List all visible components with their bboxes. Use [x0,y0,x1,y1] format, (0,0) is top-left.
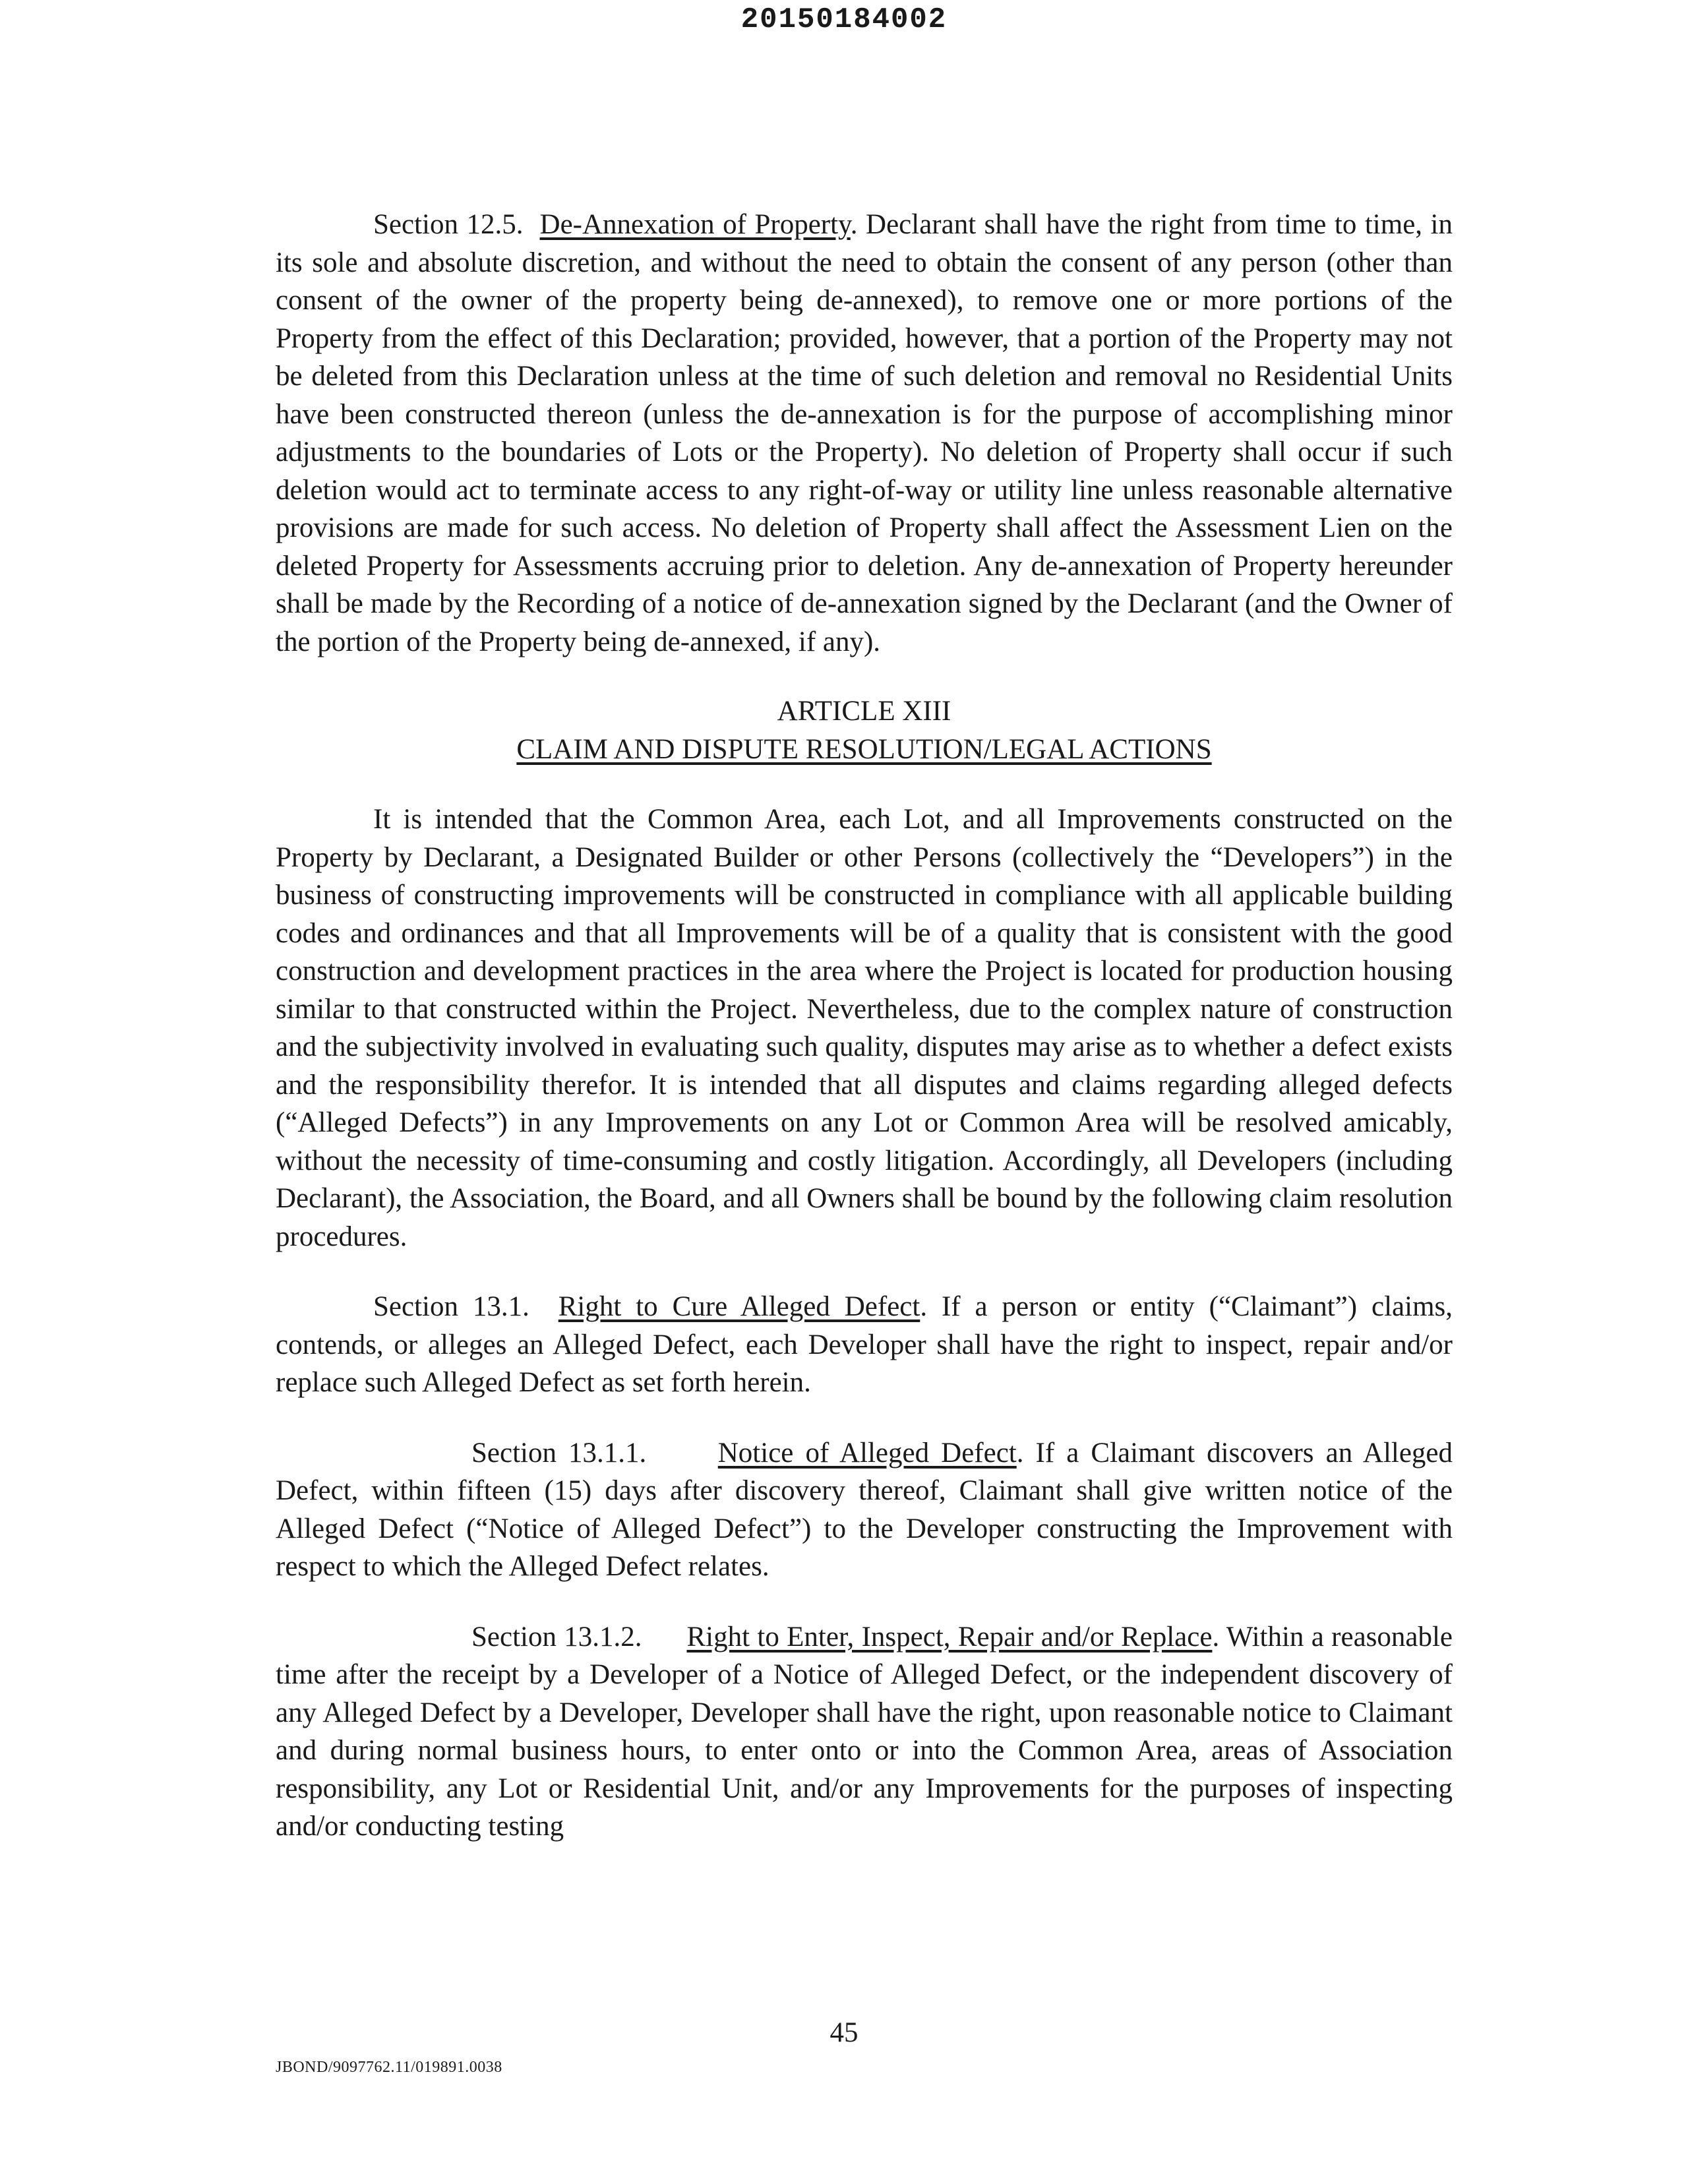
section-12-5-label: Section 12.5. [373,209,524,240]
section-13-1-1-title: Notice of Alleged Defect [717,1437,1017,1469]
article-title-text: CLAIM AND DISPUTE RESOLUTION/LEGAL ACTIONS [516,733,1212,765]
page-body [276,206,1453,1846]
section-13-1-title: Right to Cure Alleged Defect [558,1291,920,1322]
section-13-1-2-paragraph [276,1618,1453,1846]
section-13-1-label: Section 13.1. [373,1291,529,1322]
section-13-1-2-body: . Within a reasonable time after the receipt by a Developer of a Notice of Alleged Defect, or the independent discovery of any Alleged Defect by a Developer, Developer shall have the right, upon reasonable notice to Claimant and during normal business hours, to enter onto or into the Common Area, areas of Association responsibility, any Lot or Residential Unit, and/or any Improvements for the purposes of inspecting and/or conducting testing [276,1621,1453,1842]
article-title [276,731,1453,769]
section-13-1-1-body: . If a Claimant discovers an Alleged Defect, within fifteen (15) days after discovery thereof, Claimant shall give written notice of the Alleged Defect (“Notice of Alleged Defect”) to the Developer constructing the Improvement with respect to which the Alleged Defect relates. [276,1437,1453,1582]
section-13-1-1-paragraph [276,1434,1453,1586]
section-13-1-body: . If a person or entity (“Claimant”) claims, contends, or alleges an Alleged Defect, each Developer shall have the right to inspect, repair and/or replace such Alleged Defect as set forth herein. [276,1291,1453,1398]
section-12-5-title: De-Annexation of Property [539,209,851,240]
section-12-5-body: . Declarant shall have the right from time to time, in its sole and absolute discretion, and without the need to obtain the consent of any person (other than consent of the owner of the property being de-annexed), to remove one or more portions of the Property from the effect of this Declaration; provided, however, that a portion of the Property may not be deleted from this Declaration unless at the time of such deletion and removal no Residential Units have been constructed thereon (unless the de-annexation is for the purpose of accomplishing minor adjustments to the boundaries of Lots or the Property). No deletion of Property shall occur if such deletion would act to terminate access to any right-of-way or utility line unless reasonable alternative provisions are made for such access. No deletion of Property shall affect the Assessment Lien on the deleted Property for Assessments accruing prior to deletion. Any de-annexation of Property hereunder shall be made by the Recording of a notice of de-annexation signed by the Declarant (and the Owner of the portion of the Property being de-annexed, if any). [276,209,1453,657]
document-number: 20150184002 [740,3,948,36]
page-number: 45 [829,2017,859,2048]
section-13-1-2-label: Section 13.1.2. [471,1621,642,1653]
document-reference: JBOND/9097762.11/019891.0038 [276,2059,502,2076]
section-13-1-paragraph [276,1288,1453,1402]
section-13-1-1-label: Section 13.1.1. [471,1437,647,1469]
article-intro-paragraph: It is intended that the Common Area, each Lot, and all Improvements constructed on the Property by Declarant, a Designated Builder or other Persons (collectively the “Developers”) in the business of constructing improvements will be constructed in compliance with all applicable building codes and ordinances and that all Improvements will be of a quality that is consistent with the good construction and development practices in the area where the Project is located for production housing similar to that constructed within the Project. Nevertheless, due to the complex nature of construction and the subjectivity involved in evaluating such quality, disputes may arise as to whether a defect exists and the responsibility therefor. It is intended that all disputes and claims regarding alleged defects (“Alleged Defects”) in any Improvements on any Lot or Common Area will be resolved amicably, without the necessity of time-consuming and costly litigation. Accordingly, all Developers (including Declarant), the Association, the Board, and all Owners shall be bound by the following claim resolution procedures. [276,804,1453,1252]
article-heading: ARTICLE XIII [777,696,951,727]
section-13-1-2-title: Right to Enter, Inspect, Repair and/or Replace [686,1621,1213,1653]
section-12-5-paragraph [276,206,1453,661]
